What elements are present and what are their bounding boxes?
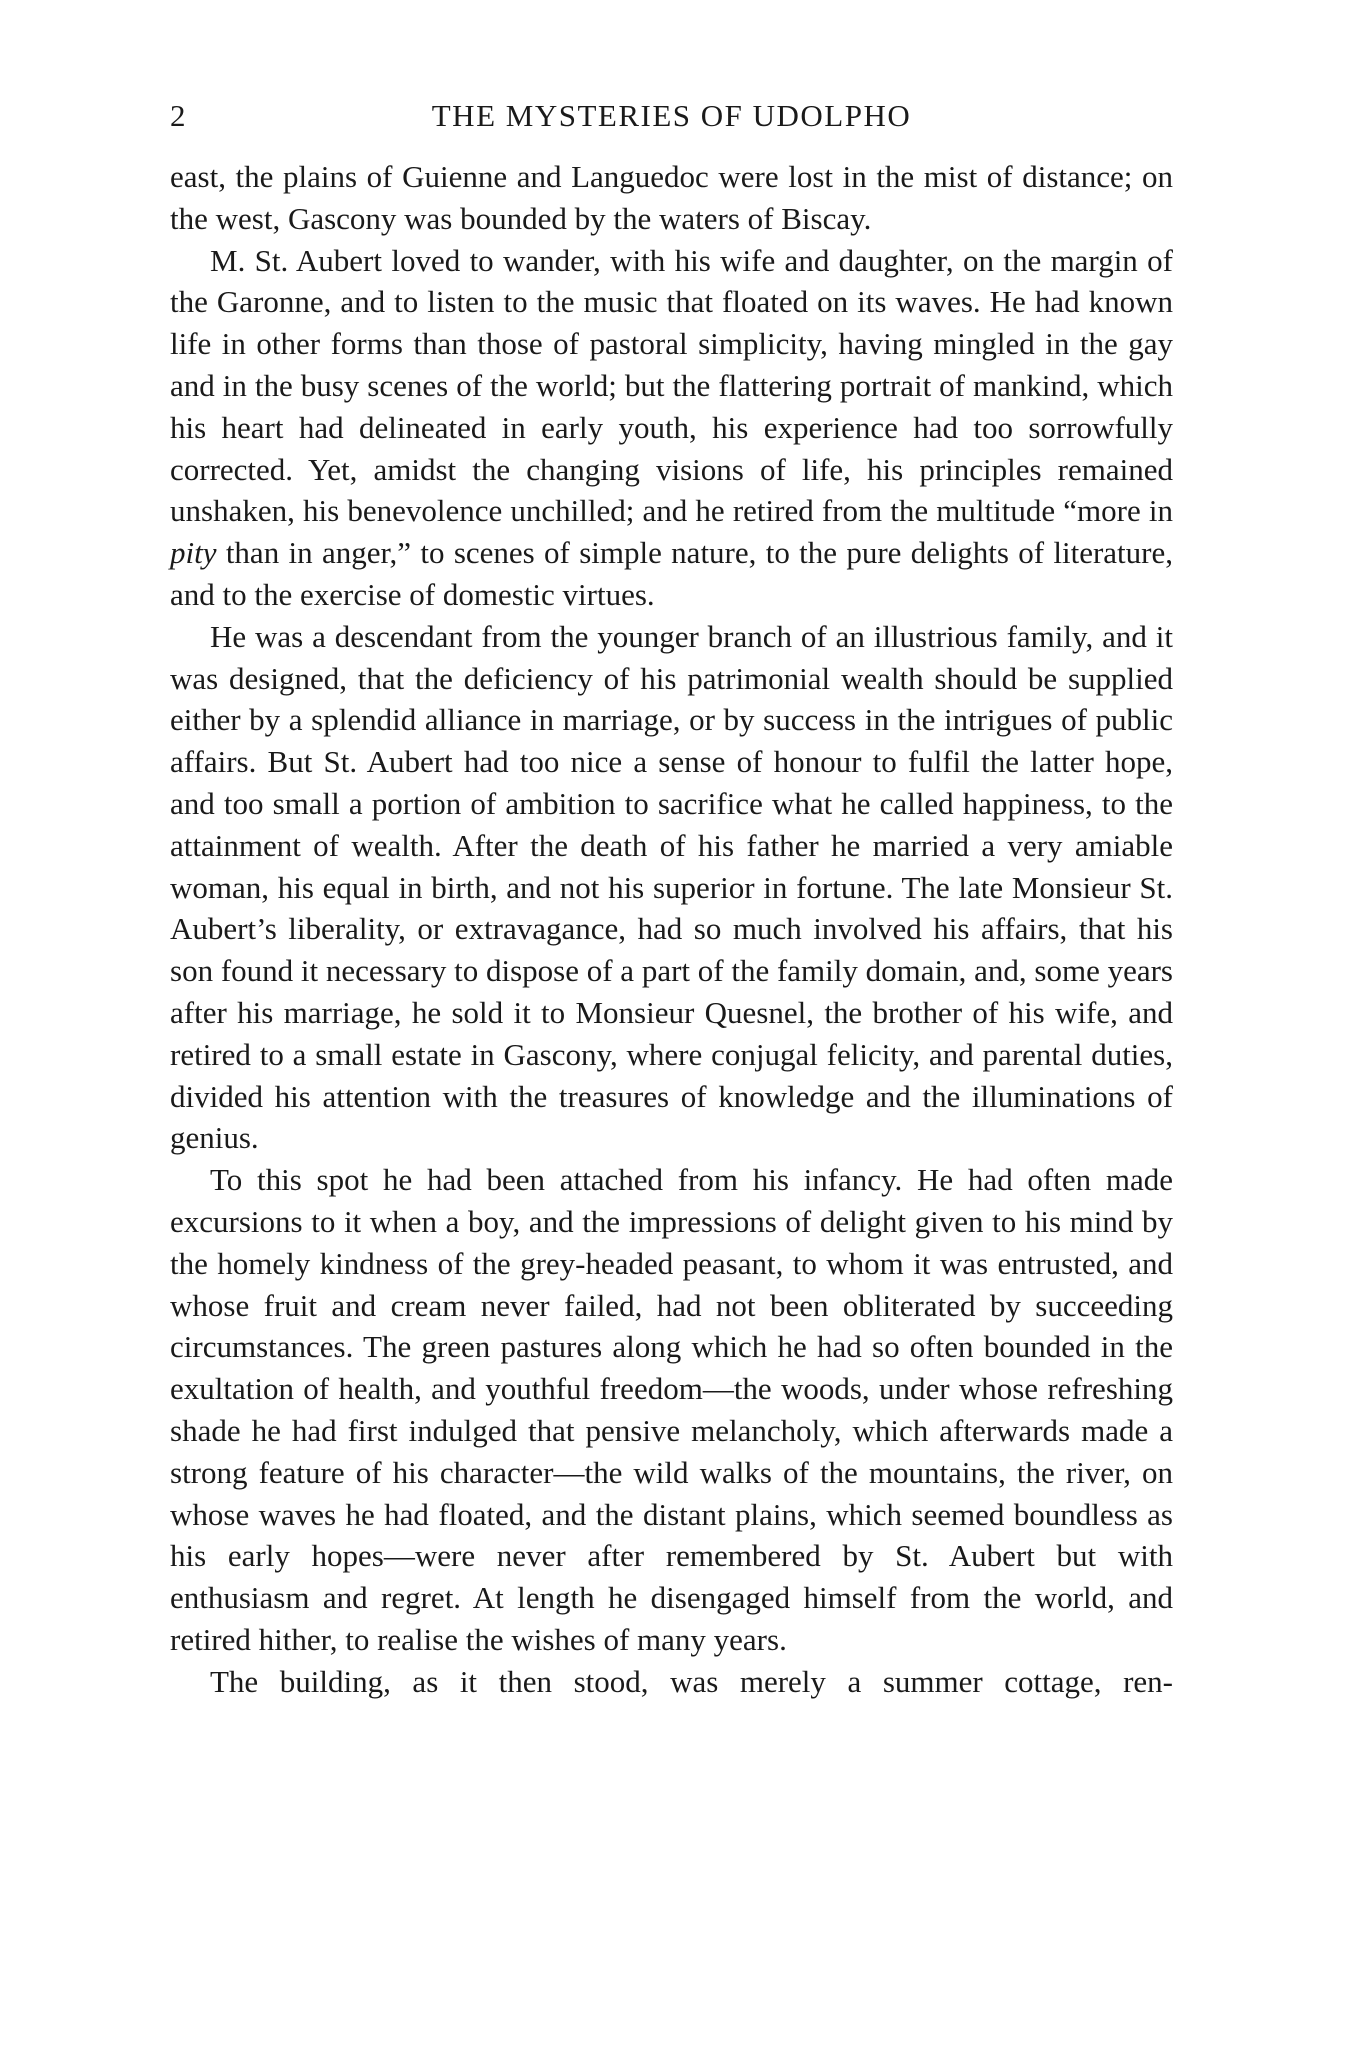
running-head bbox=[170, 96, 1173, 136]
book-title: THE MYSTERIES OF UDOLPHO bbox=[431, 98, 912, 133]
paragraph-text: east, the plains of Guienne and Languedoc were lost in the mist of distance; on the west, Gascony was bounded by the waters of Biscay. bbox=[170, 159, 1173, 236]
paragraph-text: To this spot he had been attached from his infancy. He had often made excursions to it when a boy, and the impressions of delight given to his mind by the homely kindness of the grey-headed peasant, to whom it was entrusted, and whose fruit and cream never failed, had not been obliterated by succeeding circumstances. The green pastures along which he had so often bounded in the exultation of health, and youthful freedom—the woods, under whose refreshing shade he had first indulged that pensive melancholy, which afterwards made a strong feature of his character—the wild walks of the mountains, the river, on whose waves he had floated, and the distant plains, which seemed boundless as his early hopes—were never after remembered by St. Aubert but with enthusiasm and regret. At length he disengaged himself from the world, and retired hither, to realise the wishes of many years. bbox=[170, 1162, 1173, 1657]
italic-emphasis: pity bbox=[170, 535, 217, 571]
paragraph-text: He was a descendant from the younger branch of an illustrious family, and it was designed, that the deficiency of his patrimonial wealth should be supplied either by a splendid alliance in marriage, or by success in the intrigues of public affairs. But St. Aubert had too nice a sense of honour to fulfil the latter hope, and too small a portion of ambition to sacrifice what he called happiness, to the attainment of wealth. After the death of his father he married a very amiable woman, his equal in birth, and not his superior in fortune. The late Monsieur St. Aubert’s liberality, or extravagance, had so much involved his affairs, that his son found it necessary to dispose of a part of the family domain, and, some years after his marriage, he sold it to Monsieur Quesnel, the brother of his wife, and retired to a small estate in Gascony, where conjugal felicity, and parental duties, divided his attention with the treasures of knowledge and the illuminations of genius. bbox=[170, 618, 1173, 1156]
paragraph bbox=[170, 1661, 1173, 1703]
paragraph bbox=[170, 1159, 1173, 1661]
body-text bbox=[170, 156, 1173, 1702]
paragraph-text: than in anger,” to scenes of simple nature, to the pure delights of literature, and to the exercise of domestic virtues. bbox=[170, 535, 1173, 612]
paragraph-text: M. St. Aubert loved to wander, with his wife and daughter, on the margin of the Garonne, and to listen to the music that floated on its waves. He had known life in other forms than those of pastoral simplicity, having mingled in the gay and in the busy scenes of the world; but the flattering portrait of mankind, which his heart had delineated in early youth, his experience had too sorrowfully corrected. Yet, amidst the changing visions of life, his principles remained unshaken, his benevolence unchilled; and he retired from the multitude “more in bbox=[170, 242, 1173, 529]
page-number: 2 bbox=[170, 98, 186, 133]
paragraph bbox=[170, 156, 1173, 240]
book-page bbox=[170, 96, 1173, 1702]
paragraph bbox=[170, 616, 1173, 1159]
paragraph bbox=[170, 240, 1173, 616]
paragraph-text: The building, as it then stood, was merely a summer cottage, ren- bbox=[210, 1663, 1173, 1699]
